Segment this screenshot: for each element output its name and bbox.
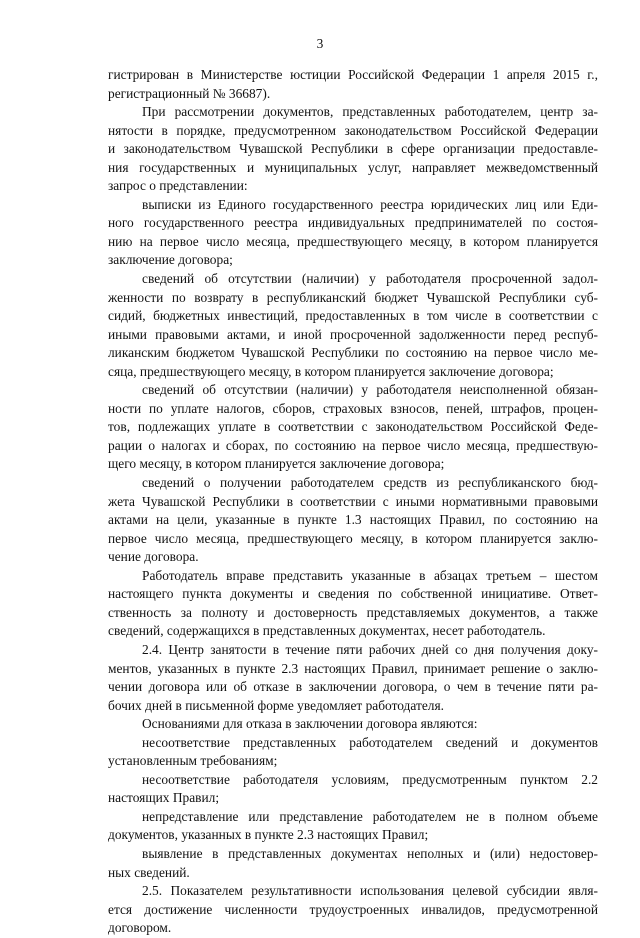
text-line: ного государственного реестра индивидуальных предпринимателей по состоя- [108, 215, 598, 231]
text-line: нию на первое число месяца, предшествующего месяцу, в котором планируется [108, 233, 598, 249]
text-line: жета Чувашской Республики в соответствии с иными нормативными правовыми [108, 493, 598, 509]
text-line: гистрирован в Министерстве юстиции Российской Федерации 1 апреля 2015 г., [108, 67, 598, 82]
text-line: нятости в порядке, предусмотренном законодательством Российской Федерации [108, 122, 598, 138]
text-line: договором. [108, 920, 172, 936]
text-line: выписки из Единого государственного реестра юридических лиц или Еди- [142, 196, 598, 212]
text-line: 2.5. Показателем результативности использования целевой субсидии явля- [142, 883, 598, 899]
text-line: несоответствие работодателя условиям, предусмотренным пунктом 2.2 [142, 771, 598, 787]
text-line: сведений об отсутствии (наличии) у работодателя неисполненной обязан- [142, 382, 598, 398]
text-line: сяца, предшествующего месяцу, в котором планируется заключение договора; [108, 363, 554, 379]
text-line: ственность за полноту и достоверность представляемых документов, а также [108, 604, 598, 620]
text-line: При рассмотрении документов, представленных работодателем, центр за- [142, 104, 598, 120]
text-line: Основаниями для отказа в заключении договора являются: [142, 716, 478, 732]
text-line: чение договора. [108, 549, 199, 565]
text-line: ментов, указанных в пункте 2.3 настоящих Правил, принимает решение о заклю- [108, 660, 598, 676]
text-line: установленным требованиям; [108, 753, 278, 769]
text-line: женности по возврату в республиканский бюджет Чувашской Республики суб- [108, 289, 598, 305]
text-line: запрос о представлении: [108, 178, 248, 194]
body-text [108, 66, 598, 938]
text-line: ния государственных и муниципальных услуг, направляет межведомственный [108, 159, 598, 175]
text-line: настоящего пункта документы и сведения по собственной инициативе. Ответ- [108, 586, 598, 602]
text-line: непредставление или представление работодателем не в полном объеме [142, 808, 598, 824]
text-line: первое число месяца, предшествующего месяцу, в котором планируется заклю- [108, 530, 598, 546]
text-line: актами на цели, указанные в пункте 1.3 настоящих Правил, по состоянию на [108, 512, 598, 528]
text-line: сведений о получении работодателем средств из республиканского бюд- [142, 475, 598, 491]
text-line: несоответствие представленных работодателем сведений и документов [142, 734, 598, 750]
text-line: рации о налогах и сборах, по состоянию на первое число месяца, предшествую- [108, 437, 598, 453]
text-line: сведений, содержащихся в представленных документах, несет работодатель. [108, 623, 546, 639]
text-line: 2.4. Центр занятости в течение пяти рабочих дней со дня получения доку- [142, 641, 598, 657]
text-line: чении договора или об отказе в заключении договора, о чем в течение пяти ра- [108, 679, 598, 695]
text-line: заключение договора; [108, 252, 233, 268]
page-number: 3 [316, 36, 324, 51]
text-line: щего месяцу, в котором планируется заключение договора; [108, 456, 445, 472]
text-line: и законодательством Чувашской Республики в сфере организации предоставле- [108, 141, 598, 157]
text-line: ется достижение численности трудоустроенных инвалидов, предусмотренной [108, 901, 598, 917]
text-line: документов, указанных в пункте 2.3 настоящих Правил; [108, 827, 429, 843]
text-line: настоящих Правил; [108, 790, 220, 806]
text-line: иными правовыми актами, и иной просроченной задолженности перед респуб- [108, 326, 598, 342]
text-line: тов, подлежащих уплате в соответствии с законодательством Российской Феде- [108, 419, 598, 435]
text-line: сведений об отсутствии (наличии) у работодателя просроченной задол- [142, 271, 598, 287]
text-line: ных сведений. [108, 864, 190, 880]
text-line: Работодатель вправе представить указанные в абзацах третьем – шестом [142, 567, 598, 583]
text-line: ликанским бюджетом Чувашской Республики по состоянию на первое число ме- [108, 345, 598, 361]
text-line: выявление в представленных документах неполных и (или) недостовер- [142, 845, 598, 861]
text-line: сидий, бюджетных инвестиций, предоставленных в том числе в соответствии с [108, 308, 598, 324]
text-line: бочих дней в письменной форме уведомляет работодателя. [108, 697, 444, 713]
text-line: ности по уплате налогов, сборов, страховых взносов, пеней, штрафов, процен- [108, 400, 598, 416]
text-line: регистрационный № 36687). [108, 85, 271, 101]
